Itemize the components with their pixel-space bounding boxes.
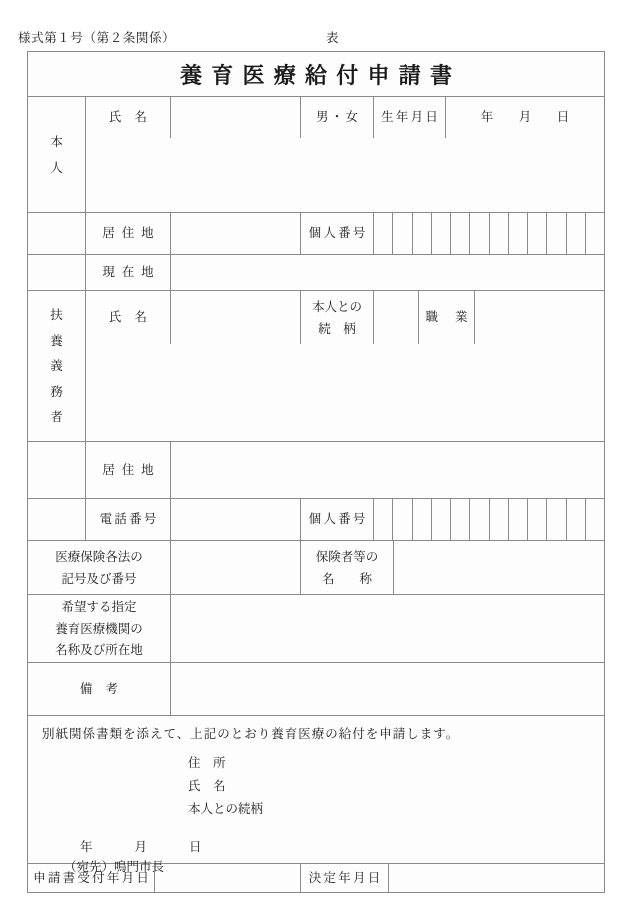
supporter-group-spacer-1: [28, 442, 86, 498]
applicant-gender-label[interactable]: [301, 97, 374, 138]
applicant-residence-label: [86, 213, 171, 254]
applicant-birthdate-label-text: 生年月日: [381, 109, 441, 125]
supporter-group-spacer-2: [28, 499, 86, 540]
supporter-phone-label: [86, 499, 171, 540]
mynumber-digit-box[interactable]: [567, 213, 586, 254]
mynumber-digit-box[interactable]: [586, 499, 604, 540]
decision-date-input[interactable]: [389, 864, 604, 892]
applicant-mynumber-boxes[interactable]: [374, 213, 604, 254]
signature-name-label: 氏 名: [188, 778, 226, 794]
supporter-mynumber-boxes[interactable]: [374, 499, 604, 540]
form-title-row: [28, 52, 604, 97]
supporter-name-label: [86, 291, 171, 344]
remarks-row: [28, 663, 604, 716]
applicant-group-spacer-2: [28, 255, 86, 290]
mynumber-digit-box[interactable]: [586, 213, 604, 254]
mynumber-digit-box[interactable]: [490, 499, 509, 540]
mynumber-digit-box[interactable]: [528, 213, 547, 254]
applicant-name-input[interactable]: [171, 97, 301, 138]
application-form: [27, 51, 605, 893]
declaration-statement: 別紙関係書類を添えて、上記のとおり養育医療の給付を申請します。: [42, 726, 460, 741]
applicant-residence-row: [28, 213, 604, 255]
institution-input[interactable]: [171, 595, 604, 662]
submission-year-label: 年: [80, 838, 93, 854]
supporter-name-label-text: 氏名: [108, 309, 161, 325]
mynumber-digit-box[interactable]: [374, 499, 393, 540]
remarks-label: [28, 663, 171, 715]
applicant-current-address-input[interactable]: [171, 255, 604, 290]
applicant-name-row: [28, 97, 604, 213]
signature-block: [28, 743, 604, 820]
applicant-current-address-label: [86, 255, 171, 290]
mynumber-digit-box[interactable]: [509, 213, 528, 254]
mynumber-digit-box[interactable]: [393, 213, 412, 254]
signature-address-label: 住 所: [188, 755, 226, 771]
applicant-birthdate-input[interactable]: [446, 97, 604, 138]
office-use-row: [28, 864, 604, 892]
applicant-group-spacer-1: [28, 213, 86, 254]
institution-label: [28, 595, 171, 662]
supporter-phone-label-text: 電話番号: [99, 511, 159, 527]
institution-row: [28, 595, 604, 663]
applicant-mynumber-label-text: 個人番号: [308, 225, 368, 241]
mynumber-digit-box[interactable]: [470, 213, 489, 254]
institution-label-text: 希望する指定 養育医療機関の 名称及び所在地: [55, 598, 143, 658]
remarks-input[interactable]: [171, 663, 604, 715]
supporter-occupation-label-text: 職 業: [425, 309, 470, 325]
mynumber-digit-box[interactable]: [393, 499, 412, 540]
mynumber-digit-box[interactable]: [451, 499, 470, 540]
mynumber-digit-box[interactable]: [413, 499, 432, 540]
submission-day-label: 日: [188, 838, 202, 854]
applicant-group-label-text: 本 人: [50, 133, 63, 175]
mynumber-digit-box[interactable]: [547, 499, 566, 540]
addressee-line: （宛先）鳴門市長: [64, 858, 165, 874]
insurance-symbol-input[interactable]: [171, 541, 301, 594]
received-date-label-text: 申請書受付年月日: [33, 869, 152, 885]
mynumber-digit-box[interactable]: [490, 213, 509, 254]
insurance-symbol-label: [28, 541, 171, 594]
supporter-residence-input[interactable]: [171, 442, 604, 498]
form-number-label: 様式第１号（第２条関係）: [18, 30, 176, 45]
supporter-residence-label-text: 居住地: [102, 461, 161, 477]
birthdate-month-label: 月: [518, 109, 532, 125]
decision-date-label: [301, 864, 389, 892]
mynumber-digit-box[interactable]: [547, 213, 566, 254]
mynumber-digit-box[interactable]: [567, 499, 586, 540]
remarks-label-text: 備考: [79, 680, 132, 696]
supporter-residence-row: [28, 442, 604, 499]
supporter-mynumber-label-text: 個人番号: [308, 511, 368, 527]
supporter-relation-input[interactable]: [374, 291, 419, 344]
supporter-phone-row: [28, 499, 604, 541]
applicant-gender-label-text: 男・女: [315, 109, 361, 125]
mynumber-digit-box[interactable]: [374, 213, 393, 254]
submission-date-line[interactable]: [28, 821, 604, 855]
declaration-row: [28, 716, 604, 874]
applicant-current-address-label-text: 現在地: [102, 264, 161, 280]
decision-date-label-text: 決定年月日: [308, 869, 383, 885]
birthdate-year-label: 年: [480, 109, 494, 125]
mynumber-digit-box[interactable]: [432, 499, 451, 540]
mynumber-digit-box[interactable]: [509, 499, 528, 540]
applicant-group-label: [28, 97, 86, 212]
received-date-input[interactable]: [155, 864, 301, 892]
applicant-residence-input[interactable]: [171, 213, 301, 254]
supporter-residence-label: [86, 442, 171, 498]
supporter-occupation-label: [419, 291, 475, 344]
applicant-residence-label-text: 居住地: [102, 225, 161, 241]
insurer-name-input[interactable]: [394, 541, 604, 594]
mynumber-digit-box[interactable]: [470, 499, 489, 540]
supporter-name-row: [28, 291, 604, 442]
supporter-phone-input[interactable]: [171, 499, 301, 540]
mynumber-digit-box[interactable]: [528, 499, 547, 540]
applicant-name-label: [86, 97, 171, 138]
side-marker-label: 表: [326, 30, 339, 45]
supporter-group-label: [28, 291, 86, 441]
supporter-name-input[interactable]: [171, 291, 301, 344]
birthdate-day-label: 日: [556, 109, 570, 125]
mynumber-digit-box[interactable]: [451, 213, 470, 254]
supporter-group-label-text: 扶 養 義 務 者: [50, 306, 63, 425]
page-title: 養育医療給付申請書: [180, 62, 462, 89]
applicant-birthdate-label: [374, 97, 446, 138]
page-header: [0, 28, 630, 48]
insurance-row: [28, 541, 604, 595]
supporter-relation-label: [301, 291, 374, 344]
signature-relation-label: 本人との続柄: [188, 800, 264, 816]
applicant-name-label-text: 氏名: [108, 109, 161, 125]
mynumber-digit-box[interactable]: [432, 213, 451, 254]
insurance-symbol-label-text: 医療保険各法の 記号及び番号: [55, 548, 143, 586]
supporter-mynumber-label: [301, 499, 374, 540]
insurer-name-label: [301, 541, 394, 594]
applicant-current-address-row: [28, 255, 604, 291]
mynumber-digit-box[interactable]: [413, 213, 432, 254]
insurer-name-label-text: 保険者等の 名 称: [315, 548, 379, 586]
supporter-occupation-input[interactable]: [475, 291, 604, 344]
supporter-relation-label-text: 本人との 続 柄: [311, 298, 362, 336]
received-date-label: [28, 864, 155, 892]
submission-month-label: 月: [134, 838, 147, 854]
applicant-mynumber-label: [301, 213, 374, 254]
